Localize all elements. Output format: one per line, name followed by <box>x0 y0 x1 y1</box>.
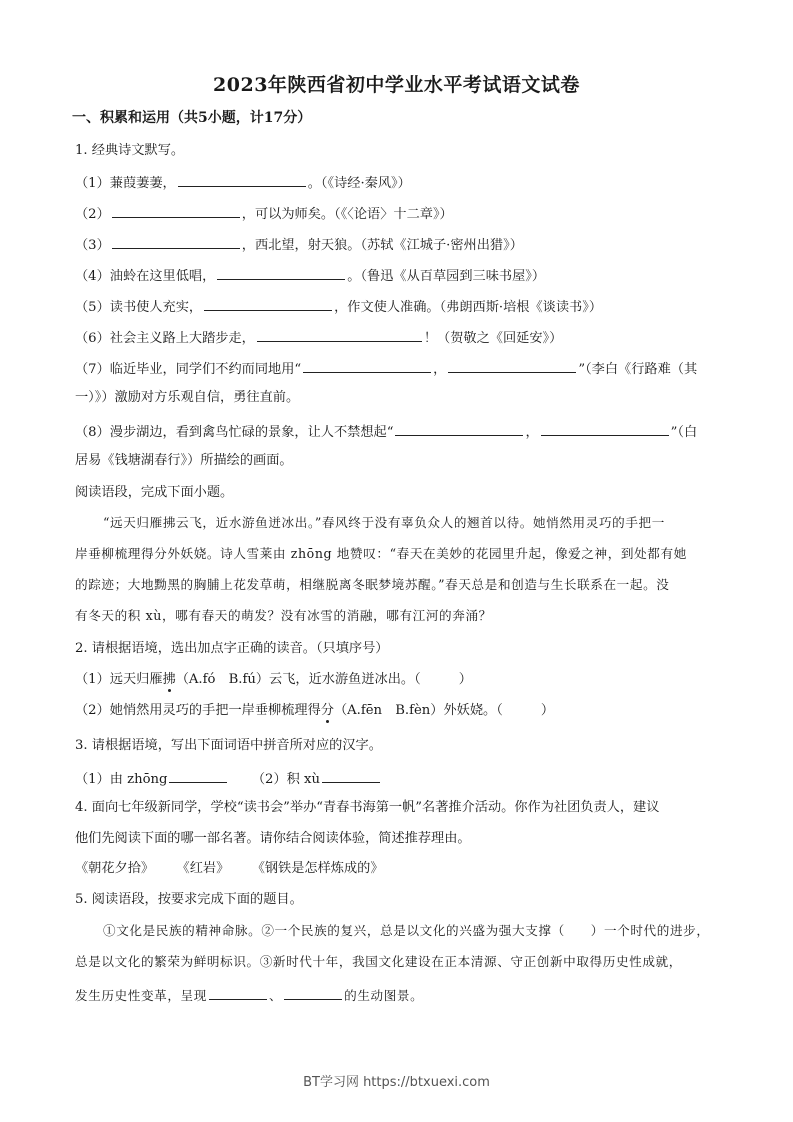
q4-line-2: 他们先阅读下面的哪一部名著。请你结合阅读体验，简述推荐理由。 <box>75 831 471 846</box>
q2-item-2: （2）她悄然用灵巧的手把一岸垂柳梳理得分（A.fēn B.fèn）外妖娆。（ ） <box>75 703 554 718</box>
q3-stem: 3. 请根据语境，写出下面词语中拼音所对应的汉字。 <box>75 738 382 753</box>
dotted-char: 拂 <box>162 672 176 687</box>
answer-blank[interactable] <box>448 358 576 373</box>
q1-item-5: （5）读书使人充实， ，作文使人准确。（弗朗西斯·培根《谈读书》） <box>75 296 602 317</box>
answer-blank[interactable] <box>257 327 422 342</box>
answer-blank[interactable] <box>541 421 669 436</box>
q1-item-8-cont: 居易《钱塘湖春行》）所描绘的画面。 <box>75 453 293 468</box>
answer-blank[interactable] <box>204 296 332 311</box>
q1-stem: 1. 经典诗文默写。 <box>75 143 185 158</box>
answer-blank[interactable] <box>178 172 306 187</box>
answer-blank[interactable] <box>112 203 240 218</box>
q2-item-1: （1）远天归雁拂（A.fó B.fú）云飞，近水游鱼迸冰出。（ ） <box>75 672 472 687</box>
q3-items: （1）由 zhōng （2）积 xù <box>75 768 382 789</box>
q1-item-2: （2） ，可以为师矣。（《〈论语〉十二章》） <box>75 203 453 224</box>
q4-books <box>75 860 384 878</box>
q1-item-1: （1）蒹葭萋萋， 。（《诗经·秦风》） <box>75 172 411 193</box>
passage-line-2: 岸垂柳梳理得分外妖娆。诗人雪莱由 zhōng 地赞叹：“春天在美妙的花园里升起，像爱之神，到处都有她 <box>75 546 687 561</box>
q1-item-7: （7）临近毕业，同学们不约而同地用“ ， ”（李白《行路难（其 <box>75 358 697 379</box>
answer-blank[interactable] <box>209 985 267 1000</box>
q4-line-1: 4. 面向七年级新同学，学校“读书会”举办“青春书海第一帆”名著推介活动。你作为社团负责人，建议 <box>75 800 660 815</box>
book-title: 《红岩》 <box>176 861 230 876</box>
page-title: 2023年陕西省初中学业水平考试语文试卷 <box>213 74 580 96</box>
q1-item-7-cont: 一）》）激励对方乐观自信，勇往直前。 <box>75 390 300 405</box>
q5-line-1: ①文化是民族的精神命脉。②一个民族的复兴，总是以文化的兴盛为强大支撑（ ）一个时代的进步， <box>103 923 710 938</box>
q1-item-3: （3） ，西北望，射天狼。（苏轼《江城子·密州出猎》） <box>75 234 523 255</box>
answer-blank[interactable] <box>303 358 431 373</box>
q1-item-6: （6）社会主义路上大踏步走， ！（贺敬之《回延安》） <box>75 327 562 348</box>
answer-blank[interactable] <box>322 768 380 783</box>
answer-blank[interactable] <box>284 985 342 1000</box>
passage-line-3: 的踪迹；大地黝黑的胸脯上花发草萌，相继脱离冬眠梦境苏醒。”春天总是和创造与生长联系在一起。没 <box>75 577 670 592</box>
reading-intro: 阅读语段，完成下面小题。 <box>75 485 234 500</box>
book-title: 《钢铁是怎样炼成的》 <box>251 861 384 876</box>
q1-item-4: （4）油蛉在这里低唱， 。（鲁迅《从百草园到三味书屋》） <box>75 265 545 286</box>
answer-blank[interactable] <box>112 234 240 249</box>
q5-stem: 5. 阅读语段，按要求完成下面的题目。 <box>75 892 303 907</box>
q5-line-3: 发生历史性变革，呈现 、 的生动图景。 <box>75 985 423 1005</box>
q1-item-8: （8）漫步湖边，看到禽鸟忙碌的景象，让人不禁想起“ ， ”（白 <box>75 421 697 442</box>
section-heading: 一、积累和运用（共5小题，计17分） <box>72 110 312 126</box>
q2-stem: 2. 请根据语境，选出加点字正确的读音。（只填序号） <box>75 641 389 656</box>
answer-blank[interactable] <box>217 265 345 280</box>
answer-blank[interactable] <box>395 421 523 436</box>
footer-watermark: BT学习网 https://btxuexi.com <box>303 1075 490 1090</box>
book-title: 《朝花夕拾》 <box>75 861 155 876</box>
answer-blank[interactable] <box>169 768 227 783</box>
passage-line-4: 有冬天的积 xù，哪有春天的萌发？没有冰雪的消融，哪有江河的奔涌？ <box>75 608 492 623</box>
dotted-char: 分 <box>320 703 334 718</box>
passage-line-1: “远天归雁拂云飞，近水游鱼迸冰出。”春风终于没有辜负众人的翘首以待。她悄然用灵巧的手把一 <box>103 515 665 530</box>
q5-line-2: 总是以文化的繁荣为鲜明标识。③新时代十年，我国文化建设在正本清源、守正创新中取得历史性成就， <box>75 954 682 969</box>
